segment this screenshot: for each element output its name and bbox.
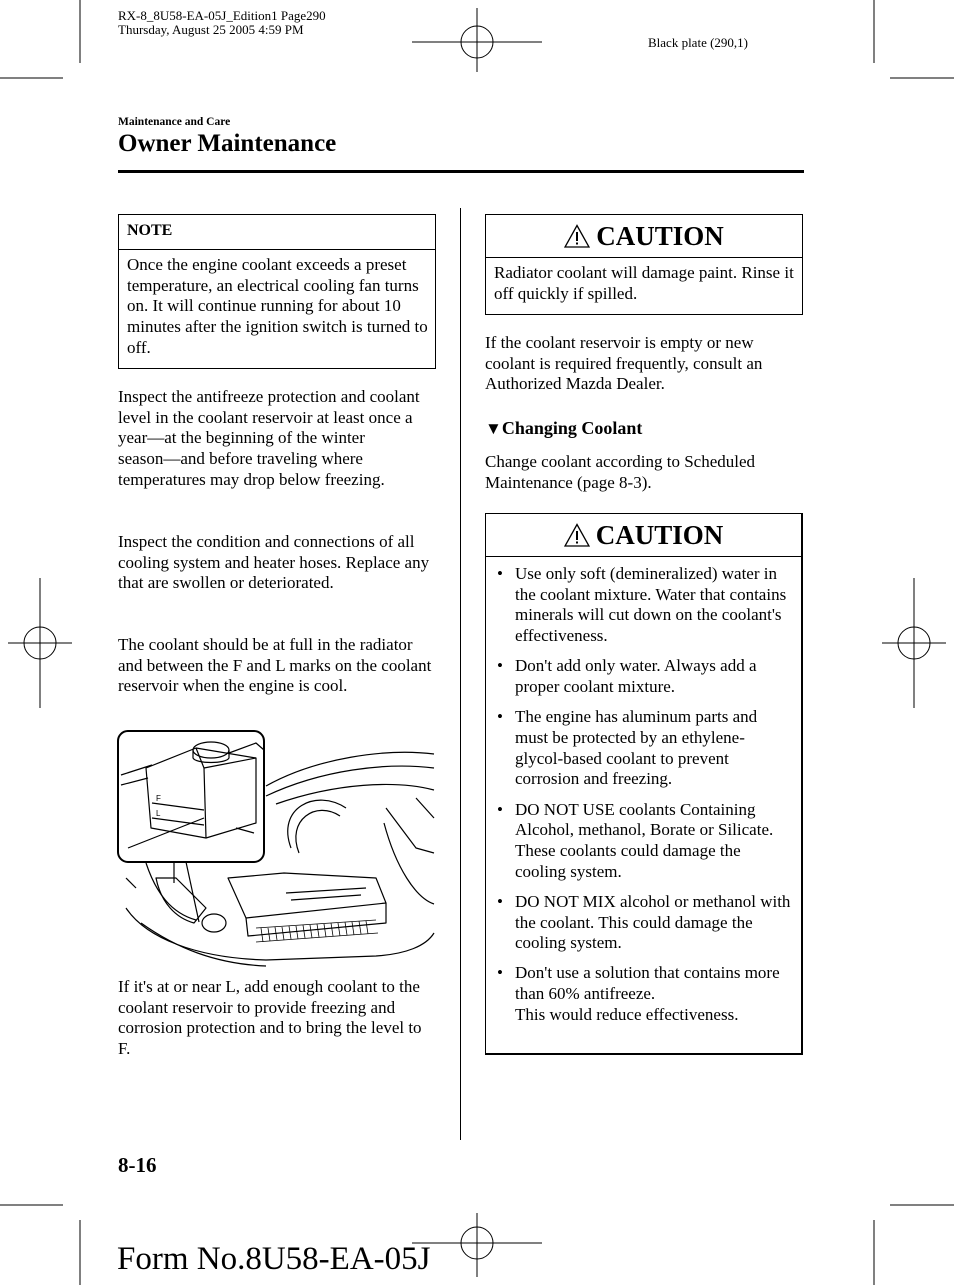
list-item <box>486 800 791 883</box>
paragraph-change-coolant: Change coolant according to Scheduled Maintenance (page 8-3). <box>485 452 756 492</box>
list-item-text: DO NOT USE coolants Containing Alcohol, methanol, Borate or Silicate. These coolants could damage the cooling system. <box>515 799 774 881</box>
list-item <box>486 707 791 790</box>
plate-label: Black plate (290,1) <box>648 35 748 50</box>
print-header-line2: Thursday, August 25 2005 4:59 PM <box>118 22 304 37</box>
list-item <box>486 963 791 1025</box>
bullet: • <box>497 707 503 727</box>
list-item <box>486 564 791 647</box>
list-item-text: Don't add only water. Always add a proper coolant mixture. <box>515 656 757 697</box>
svg-text:F: F <box>156 794 161 803</box>
registration-mark-icon <box>412 8 542 72</box>
bullet: • <box>497 656 503 676</box>
bullet: • <box>497 564 503 583</box>
caution-list <box>486 557 801 1026</box>
list-item <box>486 892 791 954</box>
bullet: • <box>497 799 503 819</box>
page-number: 8-16 <box>118 1153 157 1177</box>
caution-text-paint: Radiator coolant will damage paint. Rinse it off quickly if spilled. <box>494 263 794 303</box>
caution-box-coolant <box>485 513 803 1055</box>
svg-text:L: L <box>156 809 161 818</box>
note-heading-row <box>119 215 435 250</box>
registration-mark-icon <box>8 578 72 708</box>
registration-mark-icon <box>882 578 946 708</box>
caution-heading: CAUTION <box>596 220 724 251</box>
note-box <box>118 214 436 369</box>
column-divider <box>460 208 461 1140</box>
registration-mark-icon <box>412 1213 542 1277</box>
list-item-text: Use only soft (demineralized) water in the coolant mixture. Water that contains minerals will cut down on the coolant's effectiveness. <box>515 564 787 646</box>
caution-heading-row <box>486 514 801 557</box>
caution-heading: CAUTION <box>595 519 724 550</box>
bullet: • <box>497 963 503 983</box>
bullet: • <box>497 891 503 911</box>
paragraph-consult-dealer: If the coolant reservoir is empty or new coolant is required frequently, consult an Authorized Mazda Dealer. <box>485 333 763 394</box>
note-text: Once the engine coolant exceeds a preset temperature, an electrical cooling fan turns on. It will continue running for about 10 minutes after the ignition switch is turned to off. <box>127 255 428 357</box>
paragraph-coolant-level: The coolant should be at full in the radiator and between the F and L marks on the coolant reservoir when the engine is cool. <box>118 635 432 696</box>
subheading-text: Changing Coolant <box>501 418 643 438</box>
section-label: Maintenance and Care <box>118 116 231 128</box>
page-title: Owner Maintenance <box>118 130 337 157</box>
paragraph-inspect-hoses: Inspect the condition and connections of all cooling system and heater hoses. Replace any that are swollen or deteriorated. <box>118 532 430 593</box>
engine-bay-drawing <box>116 728 436 974</box>
note-heading: NOTE <box>127 222 173 239</box>
list-item-text: Don't use a solution that contains more than 60% antifreeze. This would reduce effectiveness. <box>515 963 780 1024</box>
subheading-changing-coolant <box>485 418 642 439</box>
coolant-reservoir-illustration <box>116 728 436 974</box>
subheading-marker: ▼ <box>485 419 502 438</box>
paragraph-add-coolant: If it's at or near L, add enough coolant to the coolant reservoir to provide freezing and corrosion protection and to bring the level to F. <box>118 977 422 1059</box>
caution-heading-row <box>486 215 802 258</box>
warning-triangle-icon <box>564 523 590 547</box>
paragraph-inspect-antifreeze: Inspect the antifreeze protection and coolant level in the coolant reservoir at least once a year―at the beginning of the winter season―and before traveling where temperatures may drop below freezing. <box>118 387 420 489</box>
title-rule <box>118 170 804 173</box>
caution-box-paint <box>485 214 803 315</box>
list-item-text: The engine has aluminum parts and must be protected by an ethylene-glycol-based coolant to prevent corrosion and freezing. <box>515 707 758 789</box>
print-header-line1: RX-8_8U58-EA-05J_Edition1 Page290 <box>118 8 326 23</box>
warning-triangle-icon <box>564 224 590 248</box>
list-item <box>486 656 791 697</box>
list-item-text: DO NOT MIX alcohol or methanol with the coolant. This could damage the cooling system. <box>515 891 791 953</box>
form-number: Form No.8U58-EA-05J <box>117 1241 431 1277</box>
